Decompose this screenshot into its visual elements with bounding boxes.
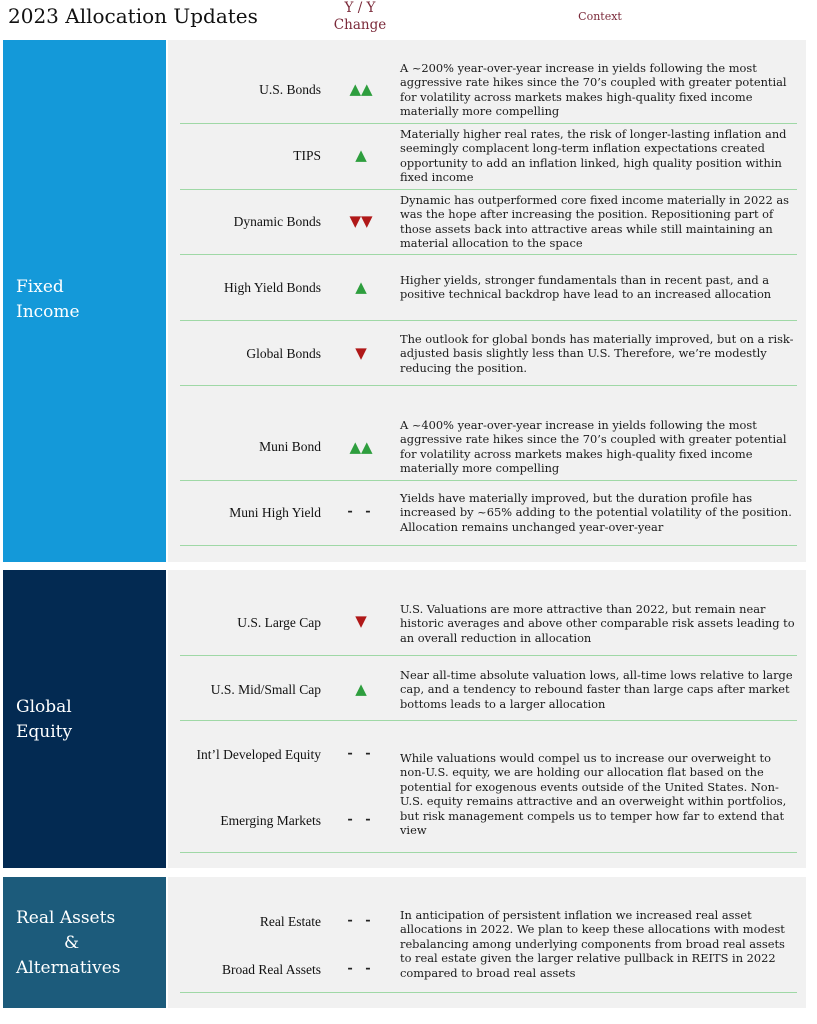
row-label: Global Bonds — [246, 346, 321, 361]
down-arrow-icon: ▼▼ — [349, 212, 373, 230]
row-divider — [180, 545, 797, 546]
no-change-dash-icon: - - — [347, 812, 375, 827]
down-arrow-icon: ▼ — [355, 344, 367, 362]
row-context: A ~200% year-over-year increase in yields following the most aggressive rate hikes since the 70’s coupled with greater potential for volatility across markets makes high-quality fixed income materially more compelling — [400, 61, 787, 119]
row-context: Materially higher real rates, the risk of longer-lasting inflation and seemingly complacent long-term inflation expectations created opportunity to add an inflation linked, high quality position within fixed income — [400, 127, 787, 185]
row-label: Int’l Developed Equity — [196, 747, 321, 762]
row-label: Muni High Yield — [229, 505, 321, 520]
row-context: Yields have materially improved, but the duration profile has increased by ~65% adding to the potential volatility of the position. Allocation remains unchanged year-over-year — [400, 491, 792, 534]
row-label: Real Estate — [259, 914, 321, 929]
row-divider — [180, 992, 797, 993]
real-assets-label — [16, 906, 120, 981]
row-label: U.S. Large Cap — [237, 615, 321, 630]
row-divider — [180, 189, 797, 190]
fixed-income-label-line1: Fixed — [16, 277, 64, 297]
row-context: Near all-time absolute valuation lows, all-time lows relative to large cap, and a tendency to rebound faster than large caps after market bottoms leads to a larger allocation — [400, 668, 793, 711]
shared-context-international: While valuations would compel us to increase our overweight to non-U.S. equity, we are holding our allocation flat based on the potential for exogenous events outside of the United States. Non-U.S. equity remains attractive and an overweight within portfolios, but risk management compels us to temper how far to extend that view — [400, 751, 787, 838]
row-label: U.S. Mid/Small Cap — [210, 682, 321, 697]
shared-context-real-assets: In anticipation of persistent inflation we increased real asset allocations in 2022. We plan to keep these allocations with modest rebalancing among underlying components from broad real assets to real estate given the larger relative pullback in REITS in 2022 compared to broad real assets — [400, 908, 785, 980]
global-equity-label-line1: Global — [16, 697, 72, 717]
row-divider — [180, 655, 797, 656]
up-arrow-icon: ▲▲ — [349, 80, 373, 98]
row-context: Dynamic has outperformed core fixed income materially in 2022 as was the hope after increasing the position. Repositioning part of those assets back into attractive areas while still maintaining an material allocation to the space — [400, 193, 790, 251]
real-assets-band — [3, 877, 166, 1008]
up-arrow-icon: ▲ — [355, 146, 367, 164]
fixed-income-label — [16, 275, 80, 325]
change-header-line2: Change — [333, 17, 387, 33]
row-divider — [180, 385, 797, 386]
row-label: Emerging Markets — [220, 813, 321, 828]
row-divider — [180, 254, 797, 255]
no-change-dash-icon: - - — [347, 913, 375, 928]
row-label: Dynamic Bonds — [233, 214, 321, 229]
row-divider — [180, 123, 797, 124]
up-arrow-icon: ▲ — [355, 680, 367, 698]
no-change-dash-icon: - - — [347, 504, 375, 519]
row-divider — [180, 852, 797, 853]
row-label: TIPS — [293, 148, 321, 163]
real-assets-label-line1: Real Assets — [16, 908, 116, 928]
row-context: Higher yields, stronger fundamentals than in recent past, and a positive technical backdrop have lead to an increased allocation — [400, 273, 772, 302]
page-title: 2023 Allocation Updates — [8, 4, 258, 28]
up-arrow-icon: ▲ — [355, 278, 367, 296]
real-assets-label-line2: & — [64, 933, 80, 953]
no-change-dash-icon: - - — [347, 746, 375, 761]
row-label: High Yield Bonds — [223, 280, 321, 295]
change-column-header — [330, 0, 390, 34]
row-divider — [180, 720, 797, 721]
fixed-income-label-line2: Income — [16, 302, 80, 322]
row-divider — [180, 480, 797, 481]
down-arrow-icon: ▼ — [355, 612, 367, 630]
row-label: Broad Real Assets — [222, 962, 321, 977]
up-arrow-icon: ▲▲ — [349, 438, 373, 456]
change-header-line1: Y / Y — [344, 0, 376, 16]
no-change-dash-icon: - - — [347, 961, 375, 976]
global-equity-label — [16, 695, 72, 745]
row-divider — [180, 320, 797, 321]
row-context: The outlook for global bonds has materially improved, but on a risk-adjusted basis slightly less than U.S. Therefore, we’re modestly reducing the position. — [400, 332, 794, 375]
fixed-income-band — [3, 40, 166, 562]
real-assets-label-line3: Alternatives — [16, 958, 121, 978]
context-column-header: Context — [578, 10, 622, 23]
global-equity-label-line2: Equity — [16, 722, 73, 742]
row-label: U.S. Bonds — [259, 82, 321, 97]
global-equity-band — [3, 570, 166, 868]
row-context: A ~400% year-over-year increase in yields following the most aggressive rate hikes since the 70’s coupled with greater potential for volatility across markets makes high-quality fixed income materially more compelling — [400, 418, 787, 476]
row-context: U.S. Valuations are more attractive than 2022, but remain near historic averages and above other comparable risk assets leading to an overall reduction in allocation — [400, 602, 795, 645]
row-label: Muni Bond — [259, 439, 321, 454]
